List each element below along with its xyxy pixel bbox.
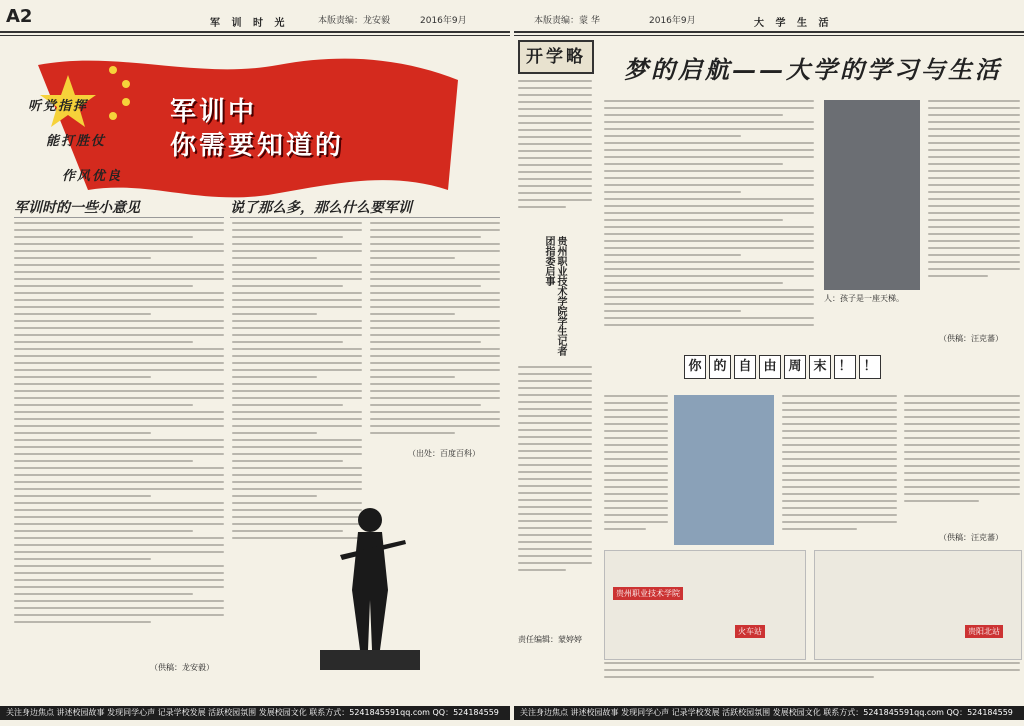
section1-byline: （供稿：龙安毅） (150, 663, 214, 672)
weekend-body-col2 (782, 395, 897, 545)
weekend-char: 周 (784, 355, 806, 379)
page-date: 2016年9月 (420, 16, 467, 26)
weekend-title (684, 355, 881, 381)
map-label-station: 火车站 (735, 625, 765, 638)
map-image-1 (604, 550, 806, 660)
camera-person-photo (674, 395, 774, 545)
weekend-char: 的 (709, 355, 731, 379)
org-notice-body (518, 366, 592, 616)
slogan-2: 能打胜仗 (46, 134, 107, 149)
weekend-byline: （供稿：汪克蕃） (939, 533, 1003, 542)
article-body-col2 (928, 100, 1020, 310)
map-image-2 (814, 550, 1022, 660)
right-footer: 关注身边焦点 讲述校园故事 发现同学心声 记录学校发展 活跃校园氛围 发展校园文化 联系方式：5241845591qq.com QQ：524184559 (514, 706, 1024, 720)
weekend-char: 由 (759, 355, 781, 379)
main-headline: 梦的启航——大学的学习与生活 (624, 55, 1002, 84)
headline-line2: 你需要知道的 (170, 131, 345, 161)
left-page (0, 0, 510, 720)
section2-body-col2 (370, 222, 500, 462)
soldier-silhouette-image (320, 470, 420, 670)
header-rule (0, 31, 510, 33)
slogan-1: 听党指挥 (28, 99, 89, 114)
map-label-college: 贵州职业技术学院 (613, 587, 683, 600)
header-rule-thin (0, 35, 510, 36)
weekend-char: 自 (734, 355, 756, 379)
weekend-char: 末 (809, 355, 831, 379)
main-headline (170, 95, 344, 163)
weekend-char: ！ (859, 355, 881, 379)
kaixue-body (518, 80, 592, 230)
page-editor: 本版责编：蒙 华 (534, 16, 600, 26)
section1-body (14, 222, 224, 677)
weekend-body-col1 (604, 395, 668, 545)
left-footer: 关注身边焦点 讲述校园故事 发现同学心声 记录学校发展 活跃校园氛围 发展校园文化 联系方式：5241845591qq.com QQ：524184559 (0, 706, 510, 720)
right-page (514, 0, 1024, 720)
article-byline: （供稿：汪克蕃） (939, 334, 1003, 343)
header-rule (514, 31, 1024, 33)
section1-title: 军训时的一些小意见 (14, 197, 224, 218)
kaixue-column (514, 36, 594, 726)
article-body-col1 (604, 100, 814, 345)
section2-byline: （出处：百度百科） (408, 449, 480, 458)
org-notice-title: 贵州职业技术学院学生记者团指委启事 (543, 236, 566, 356)
slogan-3: 作风优良 (62, 169, 123, 184)
library-photo (824, 100, 920, 290)
weekend-char: 你 (684, 355, 706, 379)
responsible-editor: 责任编辑：蒙婷婷 (518, 635, 582, 644)
map-caption-text (604, 662, 1020, 702)
photo-caption: 人：孩子是一座天梯。 (824, 294, 904, 303)
page-date: 2016年9月 (649, 16, 696, 26)
kaixue-title: 开学略 (518, 40, 594, 74)
weekend-body-col3 (904, 395, 1020, 525)
headline-line1: 军训中 (170, 97, 258, 127)
section2-title: 说了那么多，那么什么要军训 (230, 197, 500, 218)
column-name: 大 学 生 活 (754, 18, 833, 29)
page-number: A2 (6, 6, 33, 27)
weekend-char: ！ (834, 355, 856, 379)
column-name: 军 训 时 光 (210, 18, 289, 29)
page-editor: 本版责编：龙安毅 (318, 16, 391, 26)
map-label-north-station: 贵阳北站 (965, 625, 1003, 638)
